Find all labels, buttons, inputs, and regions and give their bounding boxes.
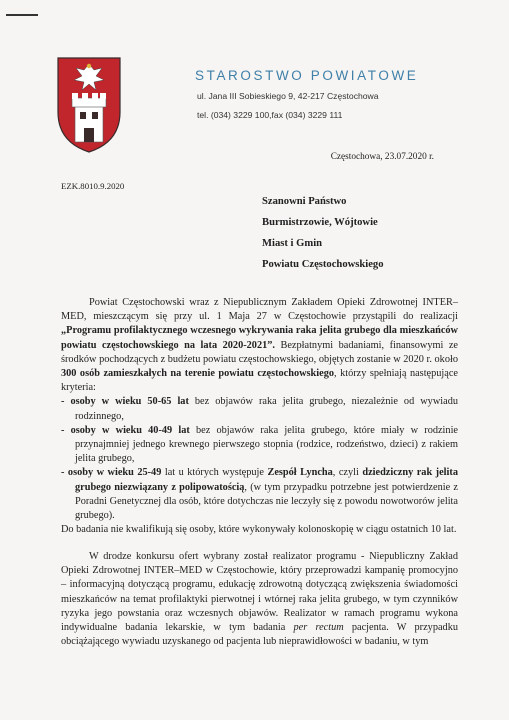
coat-of-arms-icon: [56, 56, 122, 154]
addressee-line: Powiatu Częstochowskiego: [262, 259, 384, 270]
criterion-item: - osoby w wieku 40-49 lat bez objawów raka jelita grubego, które miały w rodzinie przynajmniej jednego krewnego pierwszego stopnia (rodzice, rodzeństwo, dzieci) z rakiem jelita grubego,: [61, 424, 458, 465]
target-group: 300 osób zamieszkałych na terenie powiatu częstochowskiego: [61, 368, 335, 380]
intro-paragraph: Powiat Częstochowski wraz z Niepublicznym Zakładem Opieki Zdrowotnej INTER–MED, mieszczącym się przy ul. 1 Maja 27 w Częstochowie przystąpili do realizacji „Programu profilaktycznego wczesnego wykrywania raka jelita grubego dla mieszkańców powiatu częstochowskiego na lata 2020-2021”. Bezpłatnymi badaniami, finansowymi ze środków pochodzących z budżetu powiatu częstochowskiego, objętych zostanie w 2020 r. około 300 osób zamieszkałych na terenie powiatu częstochowskiego, którzy spełniają następujące kryteria:: [61, 297, 458, 394]
letter-body-continued: [61, 550, 458, 649]
addressee-line: Miast i Gmin: [262, 238, 323, 249]
letter-date: Częstochowa, 23.07.2020 r.: [330, 152, 434, 162]
addressee-line: Szanowni Państwo: [262, 196, 347, 207]
org-name: STAROSTWO POWIATOWE: [195, 68, 419, 83]
exclusion-note: Do badania nie kwalifikują się osoby, które wykonywały kolonoskopię w ciągu ostatnich 10 lat.: [61, 524, 457, 536]
criterion-item: - osoby w wieku 50-65 lat bez objawów raka jelita grubego, niezależnie od wywiadu rodzinnego,: [61, 396, 458, 422]
criterion-item: - osoby w wieku 25-49 lat u których występuje Zespół Lyncha, czyli dziedziczny rak jelita grubego niezwiązany z polipowatością, (w tym przypadku potrzebne jest potwierdzenie z Poradni Genetycznej dla osób, które dotychczas nie leczyły się z powodu nowotworów jelita grubego).: [61, 467, 458, 522]
letter-body: [61, 296, 458, 537]
program-title: „Programu profilaktycznego wczesnego wykrywania raka jelita grubego dla mieszkańców powiatu częstochowskiego na lata 2020-2021”.: [61, 325, 458, 351]
contractor-paragraph: W drodze konkursu ofert wybrany został realizator programu - Niepubliczny Zakład Opieki Zdrowotnej INTER–MED w Częstochowie, który przeprowadzi kampanię promocyjno – informacyjną dotyczącą programu, edukację zdrowotną dotyczącą zwiększenia świadomości mieszkańców na temat profilaktyki pierwotnej i wtórnej raka jelita grubego, w tym czynników ryzyka jego powstania oraz wczesnych objawów. Realizator w ramach programu wykona indywidualne badania lekarskie, w tym badania per rectum pacjenta. W przypadku obciążającego wywiadu uzyskanego od pacjenta lub nieprawidłowości w badaniu, w tym: [61, 551, 458, 648]
scan-mark: [6, 14, 38, 16]
org-phone: tel. (034) 3229 100,fax (034) 3229 111: [197, 110, 343, 120]
reference-number: EZK.8010.9.2020: [61, 181, 125, 191]
org-address: ul. Jana III Sobieskiego 9, 42-217 Częstochowa: [197, 91, 379, 101]
addressee-line: Burmistrzowie, Wójtowie: [262, 217, 378, 228]
